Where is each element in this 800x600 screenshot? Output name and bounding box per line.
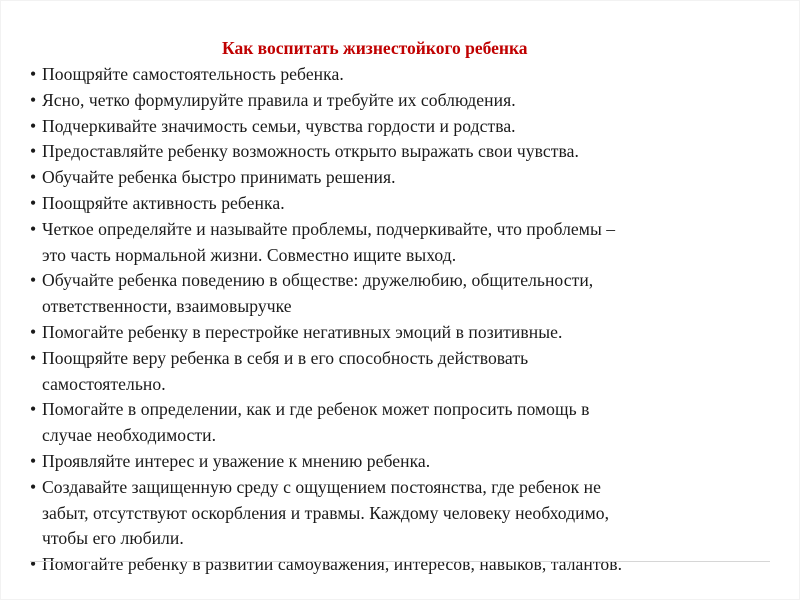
list-item-text: Ясно, четко формулируйте правила и требуйте их соблюдения. bbox=[42, 89, 516, 110]
advice-list bbox=[30, 62, 790, 578]
bullet-icon: • bbox=[30, 115, 37, 136]
list-item bbox=[30, 552, 790, 578]
bullet-icon: • bbox=[30, 270, 37, 291]
list-item bbox=[30, 191, 790, 217]
bullet-icon: • bbox=[30, 141, 37, 162]
bullet-icon: • bbox=[30, 167, 37, 188]
list-item bbox=[30, 449, 790, 475]
list-item-text: Поощряйте самостоятельность ребенка. bbox=[42, 64, 344, 84]
bullet-icon: • bbox=[30, 192, 37, 213]
list-item-text: Поощряйте веру ребенка в себя и в его способность действовать самостоятельно. bbox=[42, 347, 529, 394]
list-item-text: Предоставляйте ребенку возможность открыто выражать свои чувства. bbox=[42, 141, 579, 162]
list-item bbox=[30, 268, 790, 320]
divider-line bbox=[30, 561, 770, 562]
list-item-text: Обучайте ребенка поведению в обществе: дружелюбию, общительности, ответственности, взаимовыручке bbox=[42, 270, 594, 317]
bullet-icon: • bbox=[30, 450, 37, 471]
bullet-icon: • bbox=[30, 399, 37, 420]
bullet-icon: • bbox=[30, 218, 37, 239]
bullet-icon: • bbox=[30, 347, 37, 368]
slide-title: Как воспитать жизнестойкого ребенка bbox=[222, 38, 528, 58]
list-item-text: Помогайте в определении, как и где ребенок может попросить помощь в случае необходимости. bbox=[42, 399, 590, 446]
list-item bbox=[30, 320, 790, 346]
list-item-text: Помогайте ребенку в развитии самоуважения, интересов, навыков, талантов. bbox=[42, 554, 623, 575]
list-item-text: Поощряйте активность ребенка. bbox=[42, 192, 285, 213]
list-item-text: Обучайте ребенка быстро принимать решения. bbox=[42, 167, 396, 188]
list-item bbox=[30, 217, 790, 269]
list-item bbox=[30, 88, 790, 114]
list-item bbox=[30, 346, 790, 398]
list-item bbox=[30, 165, 790, 191]
list-item-text: Подчеркивайте значимость семьи, чувства гордости и родства. bbox=[42, 115, 516, 136]
list-item bbox=[30, 139, 790, 165]
list-item bbox=[30, 114, 790, 140]
list-item-text: Помогайте ребенку в перестройке негативных эмоций в позитивные. bbox=[42, 321, 563, 342]
bullet-icon: • bbox=[30, 321, 37, 342]
list-item-text: Создавайте защищенную среду с ощущением постоянства, где ребенок не забыт, отсутствуют оскорбления и травмы. Каждому человеку необходимо, чтобы его любили. bbox=[42, 476, 610, 549]
list-item bbox=[30, 62, 790, 88]
list-item-text: Четкое определяйте и называйте проблемы, подчеркивайте, что проблемы – это часть нормальной жизни. Совместно ищите выход. bbox=[42, 218, 616, 265]
bullet-icon: • bbox=[30, 64, 37, 84]
bullet-icon: • bbox=[30, 554, 37, 575]
bullet-icon: • bbox=[30, 476, 37, 497]
list-item bbox=[30, 475, 790, 552]
list-item-text: Проявляйте интерес и уважение к мнению ребенка. bbox=[42, 450, 431, 471]
list-item bbox=[30, 397, 790, 449]
bullet-icon: • bbox=[30, 89, 37, 110]
